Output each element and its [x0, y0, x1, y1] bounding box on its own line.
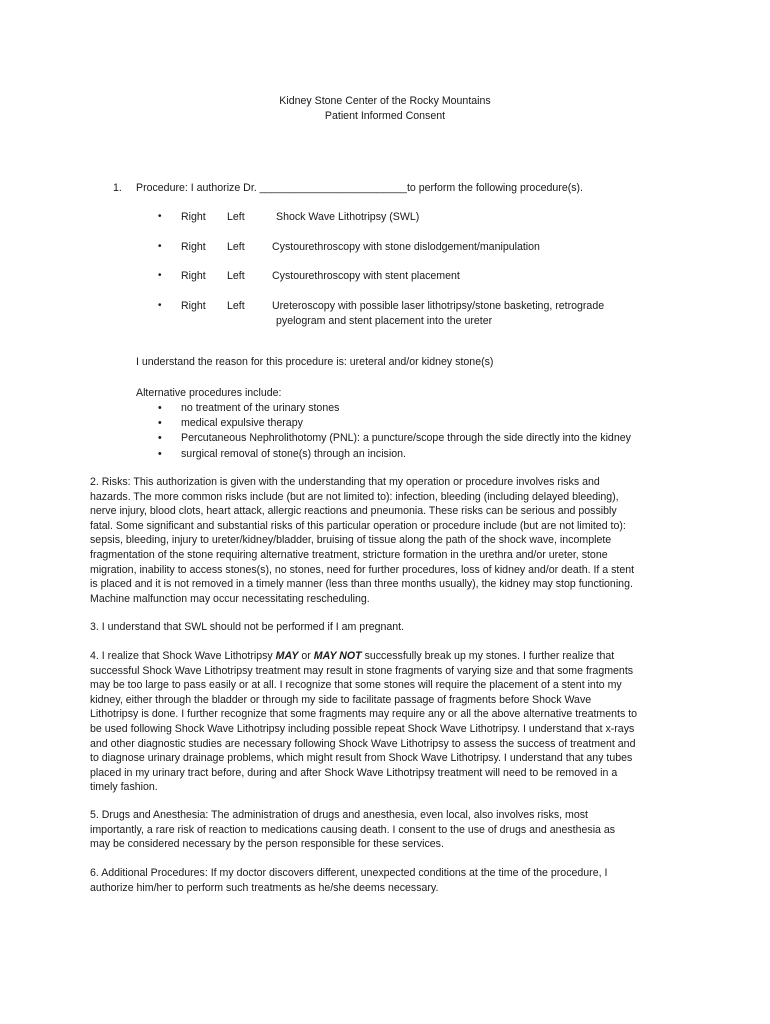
paragraph-line: and other diagnostic studies are necessary following Shock Wave Lithotripsy to assess the success of treatment and — [90, 737, 636, 750]
paragraph-line: to diagnose urinary drainage problems, which might result from Shock Wave Lithotripsy. I understand that any tubes — [90, 752, 633, 765]
alternative-text: no treatment of the urinary stones — [181, 402, 340, 414]
connector-or: or — [298, 650, 314, 662]
paragraph-line: kidney, either through the bladder or through my side to facilitate passage of fragments before Shock Wave — [90, 693, 592, 706]
section-1-procedure-line: Procedure: I authorize Dr. _________________________to perform the following procedure(s). — [136, 182, 584, 194]
paragraph-line: Machine malfunction may occur necessitating rescheduling. — [90, 592, 370, 605]
procedure-row — [0, 269, 770, 285]
section-5-anesthesia — [90, 808, 670, 852]
paragraph-line: hazards. The more common risks include (but are not limited to): infection, bleeding (including delayed bleeding), — [90, 490, 619, 503]
bullet-icon: • — [158, 417, 162, 430]
paragraph-line: may be too large to pass easily or at all. I recognize that some stones will require the placement of a stent into my — [90, 679, 622, 692]
bullet-icon: • — [158, 241, 162, 252]
paragraph-line: 2. Risks: This authorization is given with the understanding that my operation or procedure involves risks and — [90, 476, 600, 488]
alternative-text: Percutaneous Nephrolithotomy (PNL): a puncture/scope through the side directly into the kidney — [181, 432, 631, 445]
section-4-swl — [90, 649, 670, 795]
document-title: Patient Informed Consent — [324, 110, 446, 122]
procedure-name: Cystourethroscopy with stent placement — [272, 270, 460, 282]
bullet-icon: • — [158, 211, 162, 222]
section-4-lead-end: successfully break up my stones. I further realize that — [361, 650, 615, 662]
procedure-name: Cystourethroscopy with stone dislodgement/manipulation — [272, 241, 540, 253]
procedure-row — [0, 299, 770, 331]
paragraph-line: timely fashion. — [90, 781, 158, 794]
side-option-right: Right — [181, 300, 206, 312]
paragraph-line — [90, 649, 670, 664]
bullet-icon: • — [158, 402, 162, 414]
paragraph-line: may be considered necessary by the person responsible for these services. — [90, 838, 444, 851]
section-2-risks — [90, 475, 670, 606]
procedure-name: Shock Wave Lithotripsy (SWL) — [276, 211, 420, 223]
org-name: Kidney Stone Center of the Rocky Mountains — [279, 95, 491, 107]
section-1-number: 1. — [113, 182, 122, 194]
alternatives-list — [158, 401, 698, 462]
procedure-name: Ureteroscopy with possible laser lithotripsy/stone basketing, retrograde — [272, 300, 605, 312]
alternative-text: surgical removal of stone(s) through an incision. — [181, 447, 406, 460]
list-item — [158, 401, 698, 416]
paragraph-line: 5. Drugs and Anesthesia: The administration of drugs and anesthesia, even local, also involves risks, most — [90, 809, 588, 821]
alternative-text: medical expulsive therapy — [181, 417, 303, 430]
paragraph-line: placed in my urinary tract before, during and after Shock Wave Lithotripsy treatment will need to be removed in a — [90, 766, 618, 779]
paragraph-line: importantly, a rare risk of reaction to medications causing death. I consent to the use of drugs and anesthesia as — [90, 823, 616, 836]
list-item — [158, 416, 698, 431]
list-item — [158, 447, 698, 462]
section-6-additional — [90, 866, 670, 895]
list-item — [158, 431, 698, 446]
side-option-left: Left — [227, 211, 245, 223]
section-3-pregnancy: 3. I understand that SWL should not be performed if I am pregnant. — [90, 621, 405, 633]
paragraph-line: successful Shock Wave Lithotripsy treatment may result in stone fragments of varying size and that some fragments — [90, 664, 634, 677]
side-option-left: Left — [227, 241, 245, 253]
procedure-row — [0, 240, 770, 256]
paragraph-line: fatal. Some significant and substantial risks of this particular operation or procedure include (but are not limited to): — [90, 519, 626, 532]
paragraph-line: sepsis, bleeding, injury to ureter/kidney/bladder, bruising of tissue along the path of the shock wave, incomplete — [90, 534, 612, 547]
procedure-name-continued: pyelogram and stent placement into the ureter — [276, 315, 493, 327]
bullet-icon: • — [158, 447, 162, 460]
procedure-row — [0, 210, 770, 226]
bullet-icon: • — [158, 432, 162, 445]
emphasis-may: MAY — [275, 650, 299, 662]
paragraph-line: nerve injury, blood clots, heart attack, allergic reactions and pneumonia. These risks can be serious and possibly — [90, 505, 617, 518]
paragraph-line: be used following Shock Wave Lithotripsy including possible repeat Shock Wave Lithotripsy. I understand that x-rays — [90, 722, 635, 735]
section-4-lead: 4. I realize that Shock Wave Lithotripsy — [90, 650, 276, 662]
emphasis-may-not: MAY NOT — [313, 650, 362, 662]
side-option-right: Right — [181, 270, 206, 282]
side-option-right: Right — [181, 211, 206, 223]
bullet-icon: • — [158, 270, 162, 281]
paragraph-line: migration, inability to access stones(s), no stones, need for further procedures, loss of kidney and/or death. If a stent — [90, 563, 635, 576]
procedure-reason: I understand the reason for this procedure is: ureteral and/or kidney stone(s) — [136, 356, 494, 368]
alternatives-heading: Alternative procedures include: — [136, 387, 282, 399]
paragraph-line: fragmentation of the stone requiring alternative treatment, stricture formation in the urethra and/or ureter, stone — [90, 548, 608, 561]
paragraph-line: is placed and it is not removed in a timely manner (less than three months usually), the kidney may stop functioning. — [90, 578, 633, 591]
bullet-icon: • — [158, 300, 162, 311]
side-option-right: Right — [181, 241, 206, 253]
side-option-left: Left — [227, 270, 245, 282]
paragraph-line: Lithotripsy is done. I further recognize that some fragments may require any or all the above alternative treatments to — [90, 708, 638, 721]
paragraph-line: authorize him/her to perform such treatments as he/she deems necessary. — [90, 881, 439, 894]
side-option-left: Left — [227, 300, 245, 312]
paragraph-line: 6. Additional Procedures: If my doctor discovers different, unexpected conditions at the time of the procedure, I — [90, 867, 608, 879]
